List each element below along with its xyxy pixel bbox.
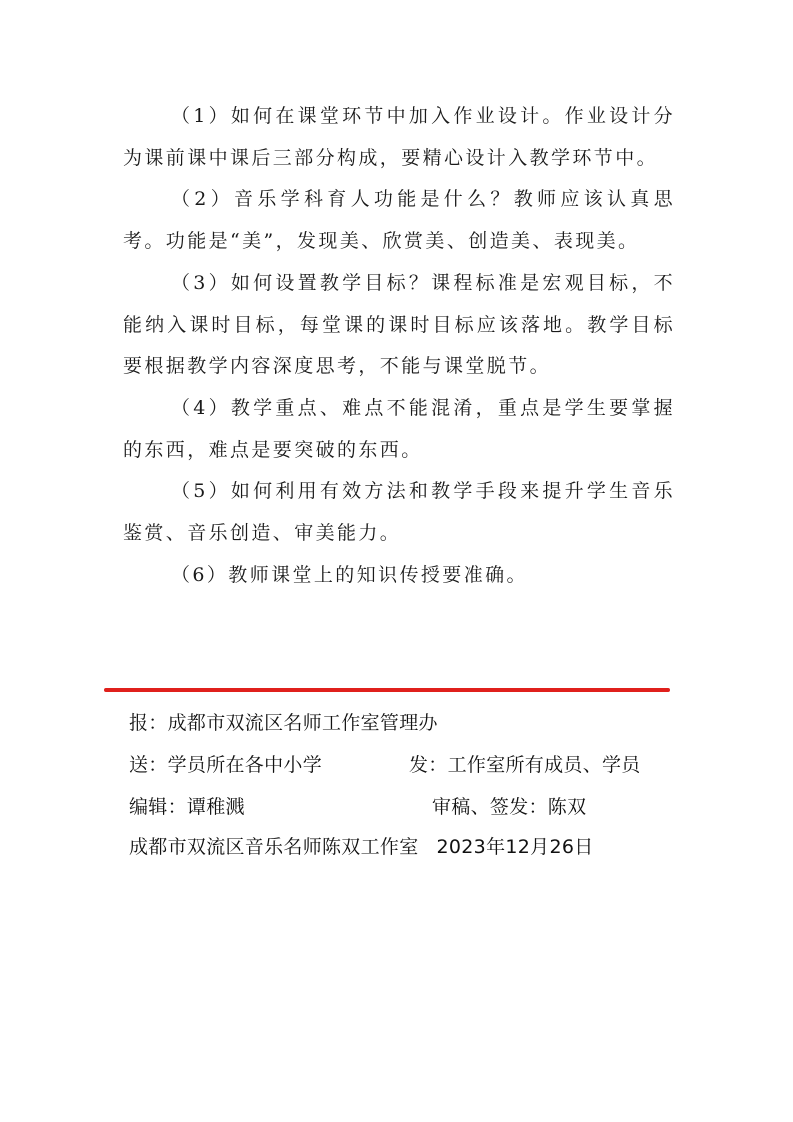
paragraph-2: （2）音乐学科育人功能是什么？教师应该认真思考。功能是“美”，发现美、欣赏美、创造美、表现美。 <box>123 188 675 253</box>
paragraph-5: （5）如何利用有效方法和教学手段来提升学生音乐鉴赏、音乐创造、审美能力。 <box>123 480 675 545</box>
paragraph-4: （4）教学重点、难点不能混淆，重点是学生要掌握的东西，难点是要突破的东西。 <box>123 396 675 461</box>
footer-editor-line <box>129 792 587 819</box>
paragraph-1: （1）如何在课堂环节中加入作业设计。作业设计分为课前课中课后三部分构成，要精心设计入教学环节中。 <box>123 105 675 169</box>
reviewer-text: 审稿、签发：陈双 <box>432 796 587 818</box>
paragraph-6: （6）教师课堂上的知识传授要准确。 <box>171 563 528 586</box>
body-text <box>123 96 675 596</box>
report-to-text: 报：成都市双流区名师工作室管理办 <box>129 712 438 734</box>
red-divider-line <box>104 688 670 692</box>
footer-distribution-line <box>129 750 641 777</box>
paragraph-3: （3）如何设置教学目标？课程标准是宏观目标，不能纳入课时目标，每堂课的课时目标应该落地。教学目标要根据教学内容深度思考，不能与课堂脱节。 <box>123 271 675 378</box>
editor-text: 编辑：谭稚溅 <box>129 796 245 818</box>
issue-date-text: 2023年12月26日 <box>436 836 594 858</box>
send-to-text: 送：学员所在各中小学 <box>129 754 323 776</box>
studio-name-text: 成都市双流区音乐名师陈双工作室 <box>129 836 419 858</box>
footer-report-line <box>129 708 438 735</box>
footer-studio-line <box>129 832 594 859</box>
issue-to-text: 发：工作室所有成员、学员 <box>409 754 641 776</box>
